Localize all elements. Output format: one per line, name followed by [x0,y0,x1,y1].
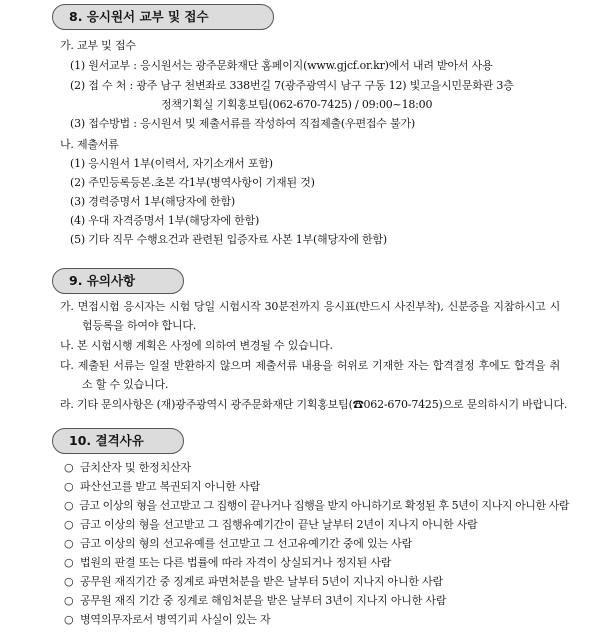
list-item: ○ 금치산자 및 한정치산자 [64,461,191,474]
s8-a2: (2) 접 수 처 : 광주 남구 천변좌로 338번길 7(광주광역시 남구 구동 12) 빛고을시민문화관 3층 [70,79,514,92]
s8-b-item: (4) 우대 자격증명서 1부(해당자에 한함) [70,214,260,227]
list-item: ○ 금고 이상의 형의 선고유예를 선고받고 그 선고유예기간 중에 있는 사람 [64,537,413,550]
circle-bullet-icon: ○ [64,575,74,588]
s8-a2-cont: 정책기획실 기획홍보팀(062-670-7425) / 09:00~18:00 [161,98,433,111]
s9-item-4: 라. 기타 문의사항은 (재)광주광역시 광주문화재단 기획홍보팀(☎062-670-7425)으로 문의하시기 바랍니다. [60,398,568,411]
list-item: ○ 금고 이상의 형을 선고받고 그 집행유예기간이 끝난 날부터 2년이 지나지 아니한 사람 [64,518,478,531]
section-8-title: 8. 응시원서 교부 및 접수 [52,4,274,30]
circle-bullet-icon: ○ [64,499,74,512]
circle-bullet-icon: ○ [64,461,74,474]
list-item: ○ 법원의 판결 또는 다른 법률에 따라 자격이 상실되거나 정지된 사람 [64,556,392,569]
section-9-title: 9. 유의사항 [52,268,184,294]
s8-a1: (1) 원서교부 : 응시원서는 광주문화재단 홈페이지(www.gjcf.or.kr)에서 내려 받아서 사용 [70,59,493,72]
s8-a-heading: 가. 교부 및 접수 [60,39,136,52]
s8-a3: (3) 접수방법 : 응시원서 및 제출서류를 작성하여 직접제출(우편접수 불가) [70,117,415,130]
s9-item-1-cont: 험등록을 하여야 합니다. [82,319,197,332]
list-item: ○ 공무원 재직기간 중 징계로 파면처분을 받은 날부터 5년이 지나지 아니한 사람 [64,575,443,588]
circle-bullet-icon: ○ [64,537,74,550]
s9-item-3-cont: 소 할 수 있습니다. [82,378,169,391]
s8-b-item: (1) 응시원서 1부(이력서, 자기소개서 포함) [70,157,273,170]
s8-b-item: (5) 기타 직무 수행요건과 관련된 입증자료 사본 1부(해당자에 한함) [70,233,387,246]
list-item: ○ 파산선고를 받고 복권되지 아니한 사람 [64,480,261,493]
circle-bullet-icon: ○ [64,556,74,569]
circle-bullet-icon: ○ [64,480,74,493]
s8-b-heading: 나. 제출서류 [60,138,119,151]
s9-item-2: 나. 본 시험시행 계획은 사정에 의하여 변경될 수 있습니다. [60,339,333,352]
list-item: ○ 금고 이상의 형을 선고받고 그 집행이 끝나거나 집행을 받지 아니하기로 확정된 후 5년이 지나지 아니한 사람 [64,499,570,512]
s8-b-item: (3) 경력증명서 1부(해당자에 한함) [70,195,235,208]
list-item: ○ 공무원 재직 기간 중 징계로 해임처분을 받은 날부터 3년이 지나지 아니한 사람 [64,594,447,607]
section-10-title: 10. 결격사유 [52,428,184,454]
list-item: ○ 병역의무자로서 병역기피 사실이 있는 자 [64,613,271,626]
circle-bullet-icon: ○ [64,518,74,531]
s9-item-1: 가. 면접시험 응시자는 시험 당일 시험시작 30분전까지 응시표(반드시 사진부착), 신분증을 지참하시고 시 [60,300,560,313]
circle-bullet-icon: ○ [64,613,74,626]
s8-b-item: (2) 주민등록등본․초본 각1부(병역사항이 기재된 것) [70,176,315,189]
circle-bullet-icon: ○ [64,594,74,607]
s9-item-3: 다. 제출된 서류는 일절 반환하지 않으며 제출서류 내용을 허위로 기재한 자는 합격결정 후에도 합격을 취 [60,359,560,372]
